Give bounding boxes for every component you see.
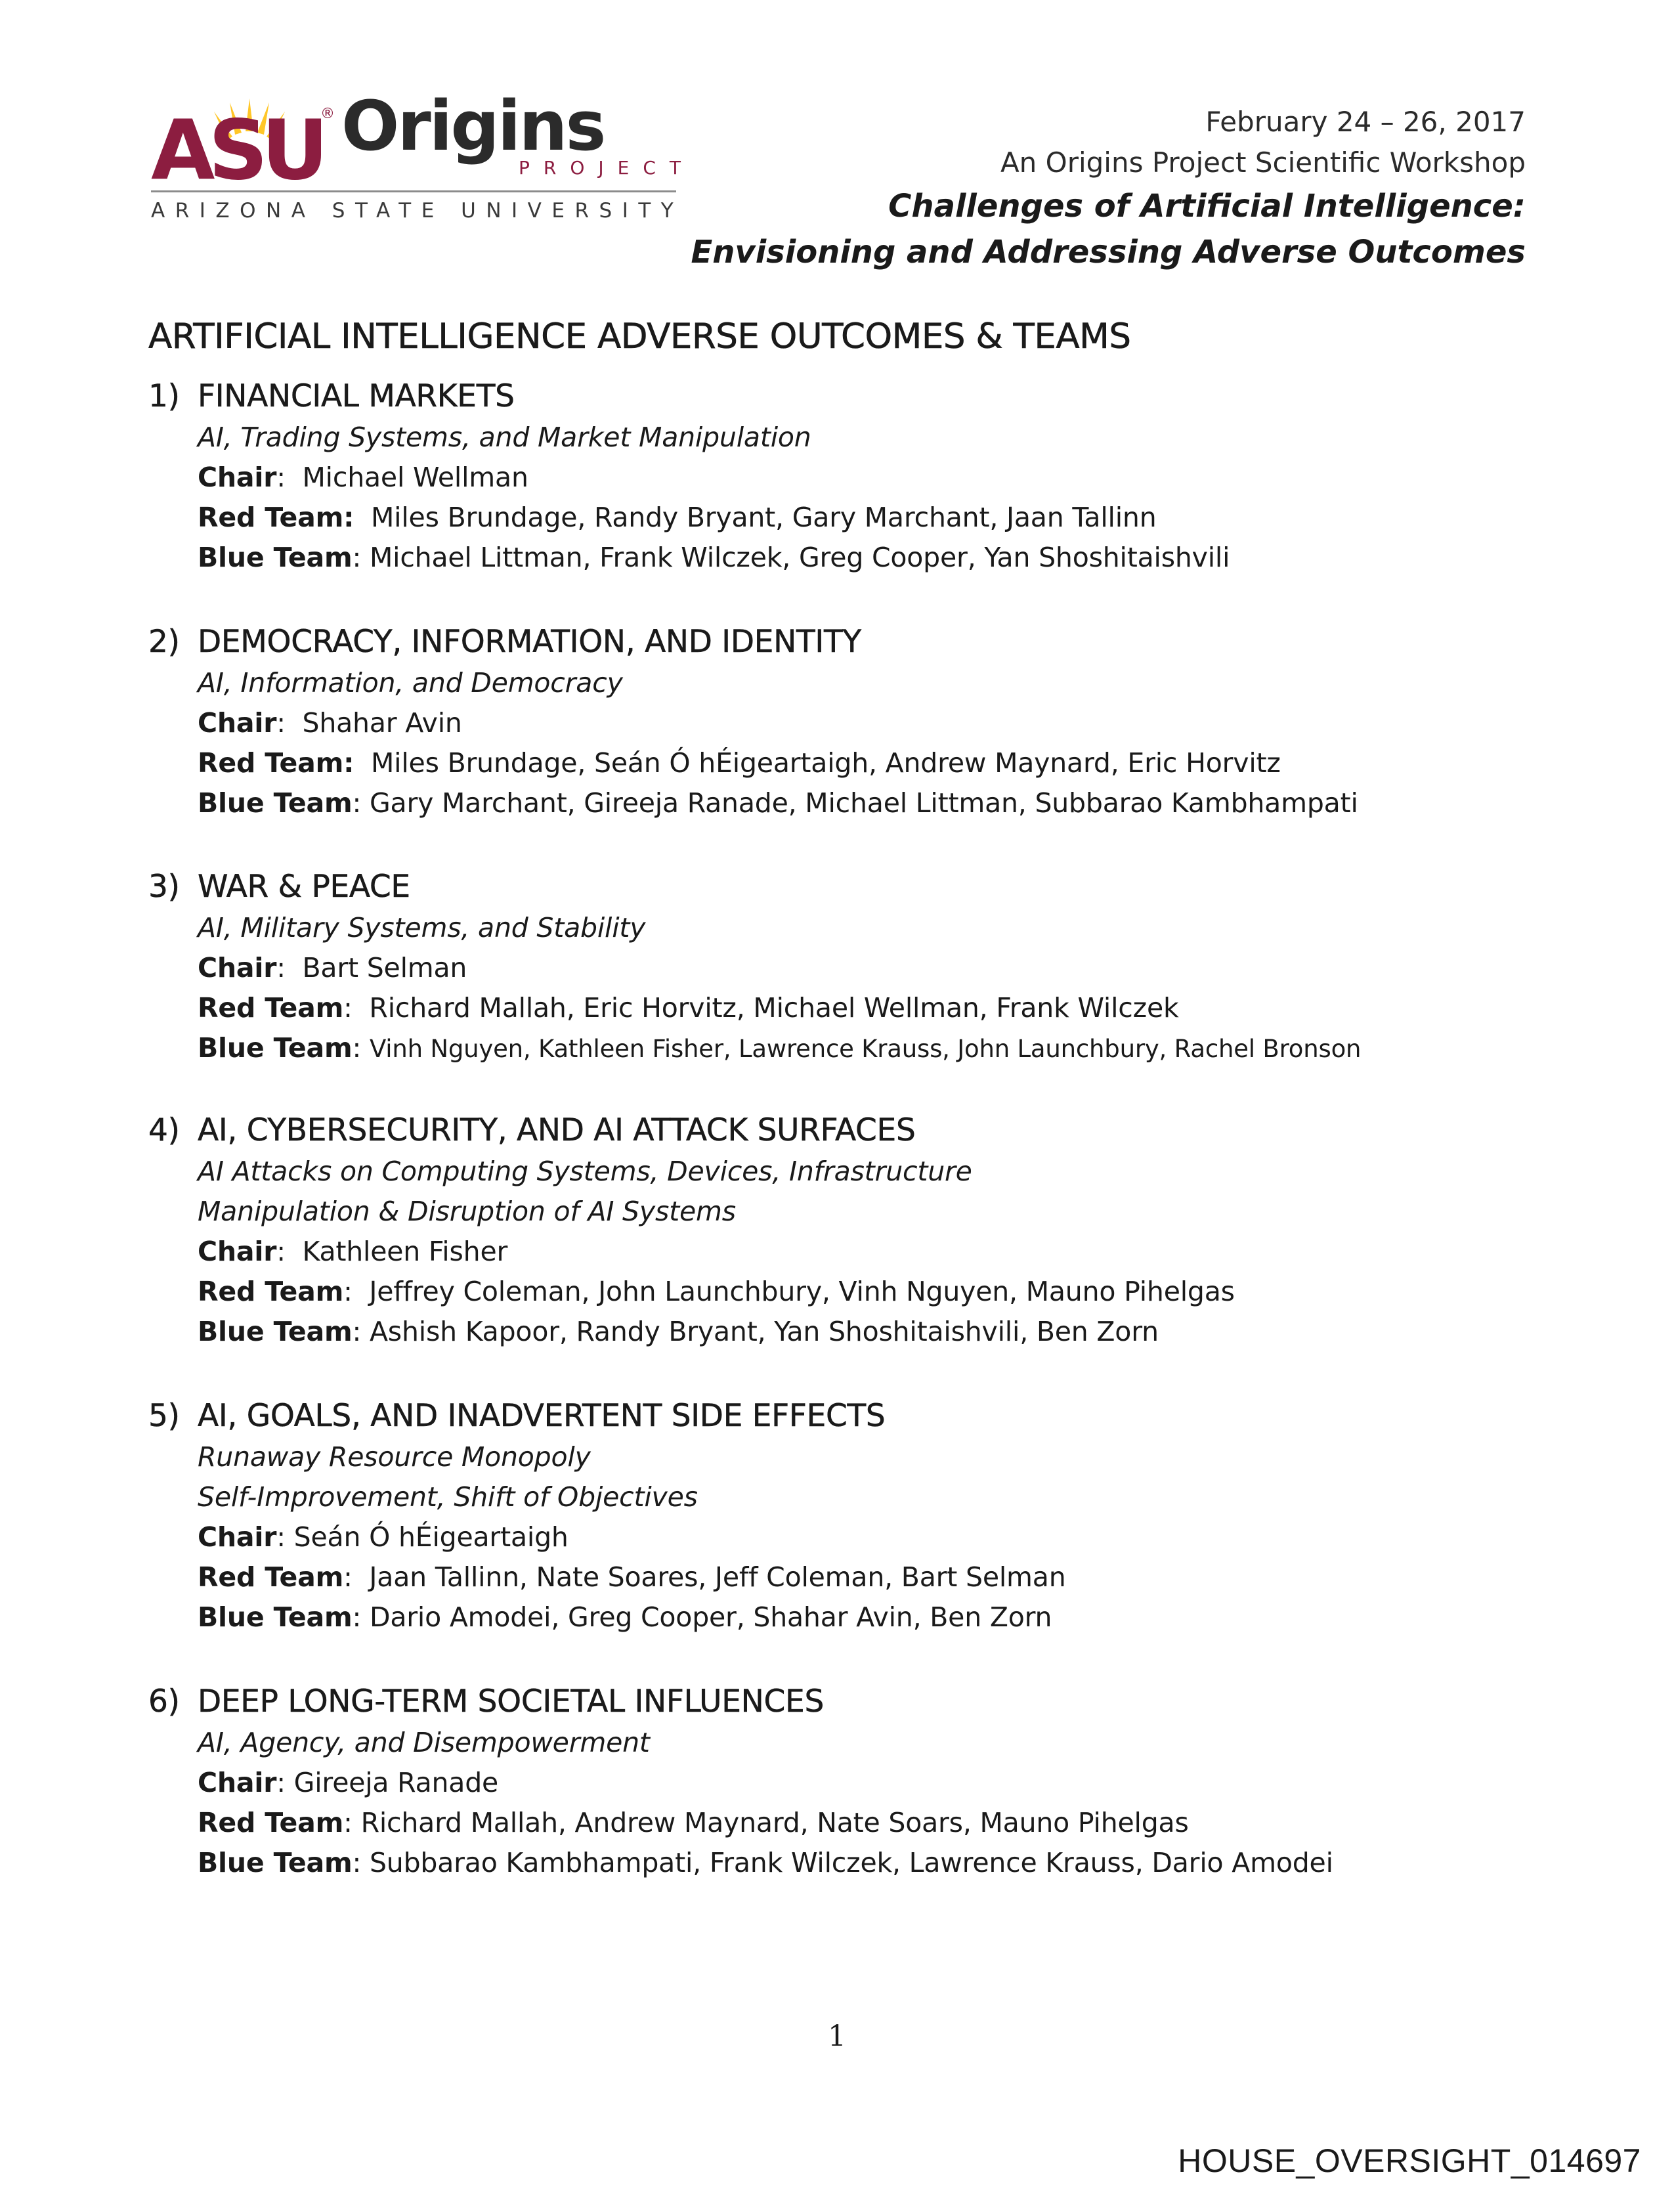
chair-row: Chair: Shahar Avin	[198, 707, 462, 739]
section-number: 1)	[148, 378, 180, 414]
section-title: AI, GOALS, AND INADVERTENT SIDE EFFECTS	[198, 1398, 886, 1434]
section-goals-side-effects	[148, 1395, 1527, 1637]
red-team-row: Red Team: Jaan Tallinn, Nate Soares, Jeff Coleman, Bart Selman	[198, 1561, 1066, 1593]
red-team-label: Red Team	[198, 992, 344, 1024]
blue-team-members: Dario Amodei, Greg Cooper, Shahar Avin, Ben Zorn	[369, 1601, 1052, 1633]
blue-team-label: Blue Team	[198, 542, 353, 573]
chair-row: Chair: Bart Selman	[198, 952, 467, 984]
red-team-label: Red Team	[198, 502, 344, 533]
section-cybersecurity	[148, 1110, 1527, 1352]
chair-row: Chair: Kathleen Fisher	[198, 1236, 508, 1267]
chair-label: Chair	[198, 707, 277, 739]
chair-row: Chair: Michael Wellman	[198, 462, 528, 493]
university-name: ARIZONA STATE UNIVERSITY	[151, 199, 684, 223]
page-number: 1	[828, 2020, 846, 2053]
red-team-row: Red Team: Richard Mallah, Andrew Maynard, Nate Soars, Mauno Pihelgas	[198, 1807, 1189, 1838]
section-title: WAR & PEACE	[198, 869, 410, 905]
red-team-row: Red Team: Jeffrey Coleman, John Launchbury, Vinh Nguyen, Mauno Pihelgas	[198, 1276, 1235, 1307]
section-heading	[148, 376, 1527, 418]
red-team-members: Miles Brundage, Randy Bryant, Gary Marchant, Jaan Tallinn	[371, 502, 1157, 533]
section-subtitle: Self-Improvement, Shift of Objectives	[198, 1481, 698, 1513]
blue-team-row: Blue Team: Gary Marchant, Gireeja Ranade, Michael Littman, Subbarao Kambhampati	[198, 787, 1358, 819]
blue-team-label: Blue Team	[198, 787, 353, 819]
section-number: 5)	[148, 1398, 180, 1434]
section-heading	[148, 621, 1527, 663]
workshop-title-line1: Challenges of Artificial Intelligence:	[888, 188, 1526, 225]
workshop-type: An Origins Project Scientific Workshop	[1000, 146, 1526, 179]
section-societal-influences	[148, 1681, 1527, 1883]
blue-team-label: Blue Team	[198, 1032, 353, 1064]
section-heading	[148, 1110, 1527, 1152]
section-heading	[148, 866, 1527, 908]
chair-name: Seán Ó hÉigeartaigh	[293, 1521, 569, 1553]
section-title: FINANCIAL MARKETS	[198, 378, 515, 414]
red-team-members: Miles Brundage, Seán Ó hÉigeartaigh, Andrew Maynard, Eric Horvitz	[371, 747, 1281, 779]
red-team-row: Red Team: Miles Brundage, Randy Bryant, Gary Marchant, Jaan Tallinn	[198, 502, 1157, 533]
asu-origins-logo	[151, 86, 695, 230]
blue-team-row: Blue Team: Dario Amodei, Greg Cooper, Shahar Avin, Ben Zorn	[198, 1601, 1052, 1633]
chair-label: Chair	[198, 952, 277, 984]
blue-team-label: Blue Team	[198, 1601, 353, 1633]
section-heading	[148, 1681, 1527, 1723]
red-team-row: Red Team: Miles Brundage, Seán Ó hÉigeartaigh, Andrew Maynard, Eric Horvitz	[198, 747, 1281, 779]
red-team-label: Red Team	[198, 1276, 344, 1307]
project-wordmark: PROJECT	[519, 157, 695, 179]
section-subtitle: AI, Military Systems, and Stability	[198, 912, 646, 943]
red-team-members: Jeffrey Coleman, John Launchbury, Vinh Nguyen, Mauno Pihelgas	[369, 1276, 1235, 1307]
chair-name: Michael Wellman	[302, 462, 528, 493]
blue-team-members: Vinh Nguyen, Kathleen Fisher, Lawrence Krauss, John Launchbury, Rachel Bronson	[369, 1035, 1362, 1063]
chair-row: Chair: Seán Ó hÉigeartaigh	[198, 1521, 569, 1553]
chair-label: Chair	[198, 462, 277, 493]
origins-wordmark: Origins	[341, 86, 605, 166]
red-team-members: Richard Mallah, Andrew Maynard, Nate Soars, Mauno Pihelgas	[360, 1807, 1189, 1838]
section-number: 2)	[148, 624, 180, 660]
section-subtitle: Runaway Resource Monopoly	[198, 1441, 591, 1473]
bates-stamp: HOUSE_OVERSIGHT_014697	[1178, 2142, 1641, 2179]
section-number: 6)	[148, 1683, 180, 1720]
blue-team-row: Blue Team: Subbarao Kambhampati, Frank Wilczek, Lawrence Krauss, Dario Amodei	[198, 1847, 1333, 1878]
blue-team-members: Gary Marchant, Gireeja Ranade, Michael Littman, Subbarao Kambhampati	[369, 787, 1358, 819]
section-title: DEEP LONG-TERM SOCIETAL INFLUENCES	[198, 1683, 824, 1720]
section-title: DEMOCRACY, INFORMATION, AND IDENTITY	[198, 624, 861, 660]
chair-row: Chair: Gireeja Ranade	[198, 1767, 499, 1798]
workshop-header	[691, 102, 1526, 275]
section-number: 4)	[148, 1112, 180, 1148]
chair-name: Bart Selman	[302, 952, 467, 984]
red-team-members: Jaan Tallinn, Nate Soares, Jeff Coleman, Bart Selman	[369, 1561, 1066, 1593]
chair-name: Gireeja Ranade	[293, 1767, 499, 1798]
blue-team-row: Blue Team: Vinh Nguyen, Kathleen Fisher, Lawrence Krauss, John Launchbury, Rachel Bronson	[198, 1032, 1362, 1064]
section-subtitle: AI Attacks on Computing Systems, Devices, Infrastructure	[198, 1156, 972, 1187]
blue-team-row: Blue Team: Michael Littman, Frank Wilczek, Greg Cooper, Yan Shoshitaishvili	[198, 542, 1230, 573]
blue-team-members: Ashish Kapoor, Randy Bryant, Yan Shoshitaishvili, Ben Zorn	[369, 1316, 1159, 1347]
section-subtitle: AI, Trading Systems, and Market Manipulation	[198, 422, 811, 453]
red-team-row: Red Team: Richard Mallah, Eric Horvitz, Michael Wellman, Frank Wilczek	[198, 992, 1179, 1024]
red-team-members: Richard Mallah, Eric Horvitz, Michael Wellman, Frank Wilczek	[369, 992, 1179, 1024]
svg-text:®: ®	[320, 106, 335, 122]
section-subtitle: AI, Agency, and Disempowerment	[198, 1727, 650, 1758]
section-number: 3)	[148, 869, 180, 905]
chair-label: Chair	[198, 1767, 277, 1798]
workshop-date: February 24 – 26, 2017	[1205, 106, 1526, 138]
section-subtitle: AI, Information, and Democracy	[198, 667, 623, 699]
section-war-peace	[148, 866, 1527, 1069]
chair-name: Shahar Avin	[302, 707, 462, 739]
asu-mark-icon	[151, 98, 335, 184]
workshop-title-line2: Envisioning and Addressing Adverse Outcomes	[691, 234, 1526, 271]
blue-team-row: Blue Team: Ashish Kapoor, Randy Bryant, Yan Shoshitaishvili, Ben Zorn	[198, 1316, 1159, 1347]
chair-label: Chair	[198, 1521, 277, 1553]
section-democracy	[148, 621, 1527, 823]
chair-label: Chair	[198, 1236, 277, 1267]
red-team-label: Red Team	[198, 1807, 344, 1838]
page-title: ARTIFICIAL INTELLIGENCE ADVERSE OUTCOMES & TEAMS	[148, 316, 1131, 357]
section-title: AI, CYBERSECURITY, AND AI ATTACK SURFACES	[198, 1112, 916, 1148]
blue-team-members: Subbarao Kambhampati, Frank Wilczek, Lawrence Krauss, Dario Amodei	[369, 1847, 1333, 1878]
blue-team-members: Michael Littman, Frank Wilczek, Greg Cooper, Yan Shoshitaishvili	[369, 542, 1230, 573]
section-financial-markets	[148, 376, 1527, 578]
red-team-label: Red Team	[198, 747, 344, 779]
red-team-label: Red Team	[198, 1561, 344, 1593]
logo-divider	[151, 190, 676, 192]
blue-team-label: Blue Team	[198, 1316, 353, 1347]
section-subtitle: Manipulation & Disruption of AI Systems	[198, 1196, 736, 1227]
chair-name: Kathleen Fisher	[302, 1236, 508, 1267]
blue-team-label: Blue Team	[198, 1847, 353, 1878]
svg-text:ASU: ASU	[151, 102, 322, 184]
section-heading	[148, 1395, 1527, 1437]
